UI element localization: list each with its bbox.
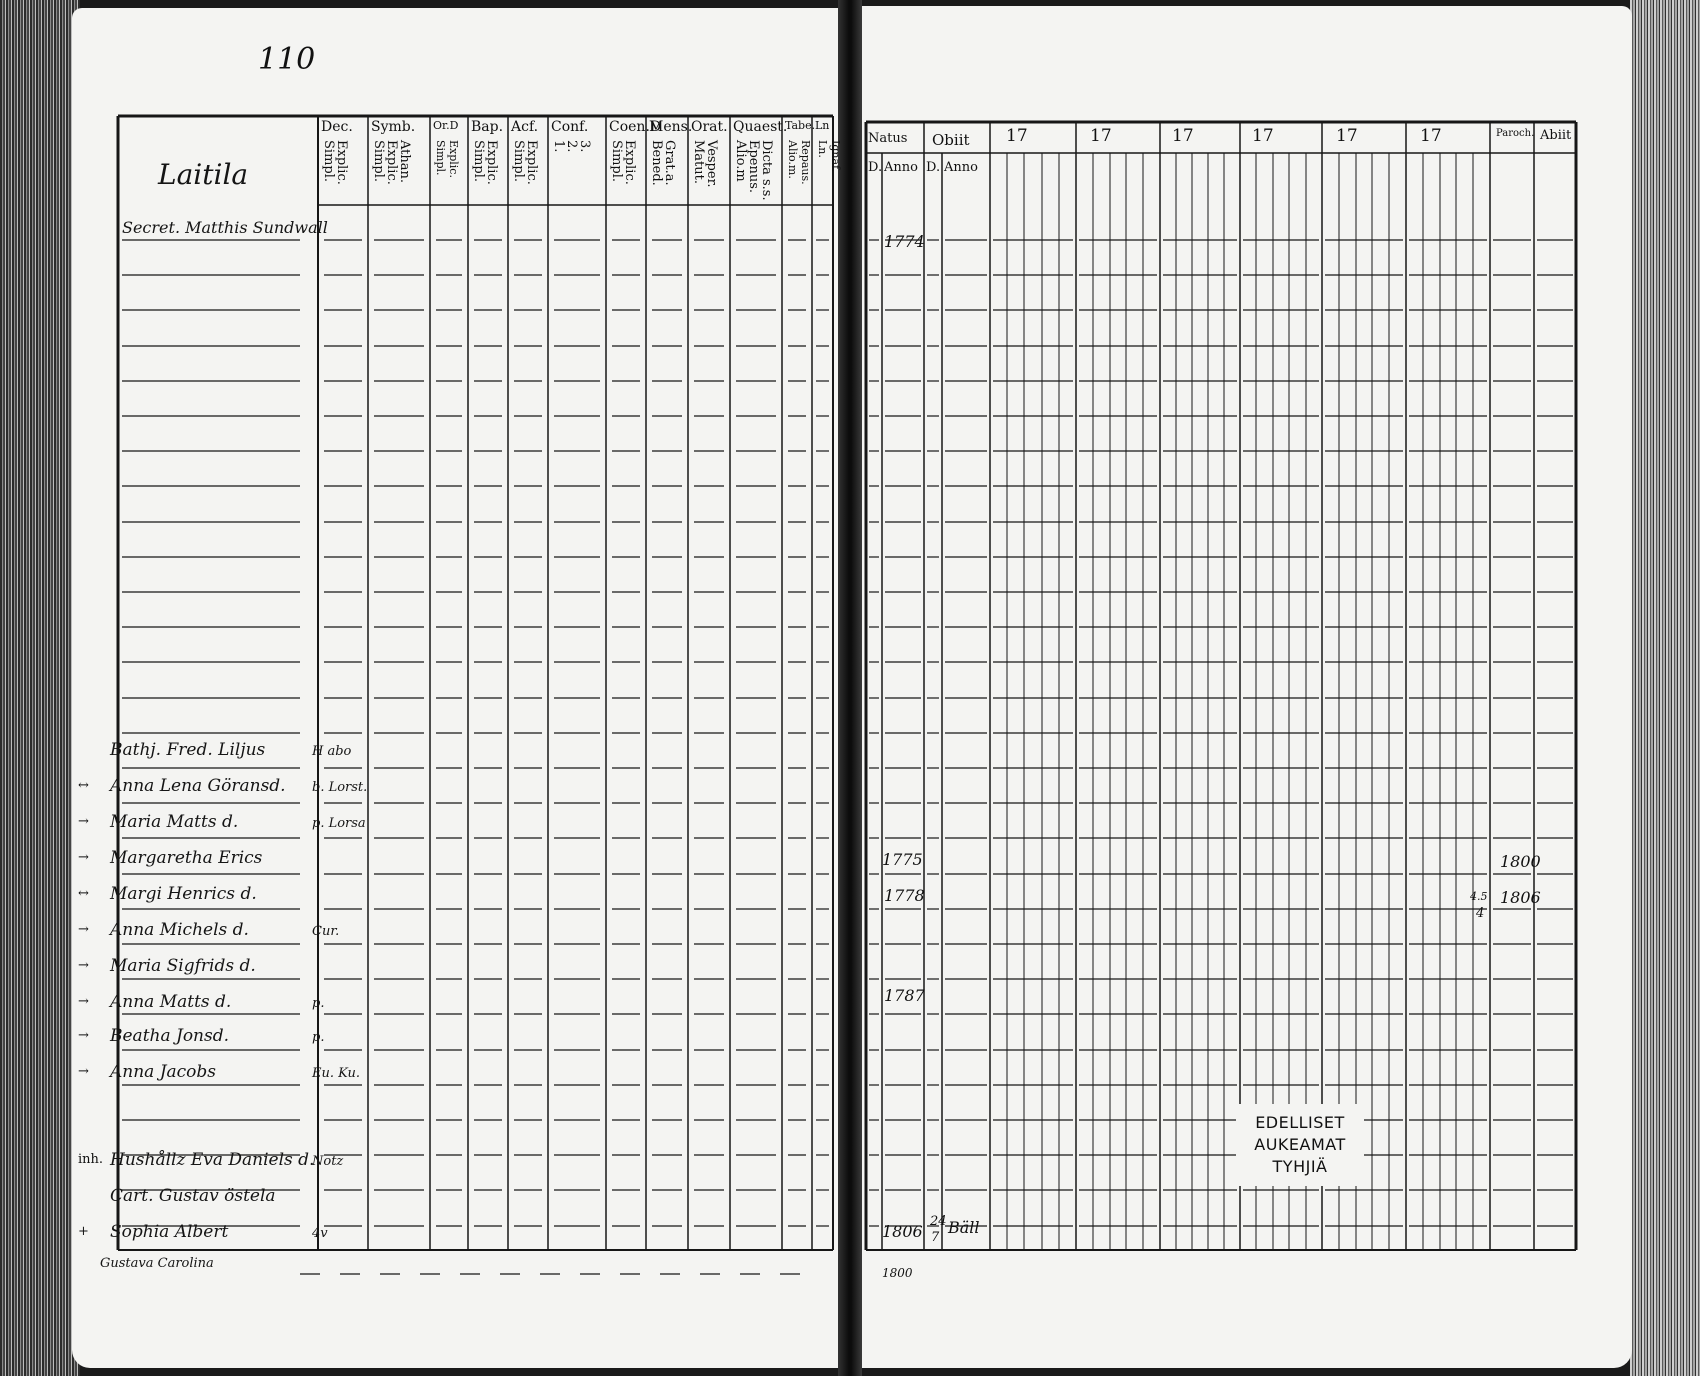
header-natus-day: D. bbox=[868, 160, 883, 175]
column-header-mens: Mens. bbox=[649, 119, 693, 135]
abiit-entry-2: 1806 bbox=[1500, 888, 1541, 907]
header-year-3: 17 bbox=[1172, 126, 1194, 146]
natus-entry-3: 1778 bbox=[884, 886, 925, 905]
person-name: Beatha Jonsd. bbox=[110, 1026, 230, 1046]
row-note: Notz bbox=[312, 1154, 344, 1169]
obiit-day: 24 bbox=[930, 1214, 947, 1229]
person-name: Anna Lena Göransd. bbox=[110, 776, 286, 796]
column-subheader-quaest: Dicta s.s. Epenus. Alio.m bbox=[733, 140, 774, 201]
row-mark: → bbox=[78, 814, 89, 829]
header-year-1: 17 bbox=[1006, 126, 1028, 146]
row-mark: + bbox=[78, 1224, 89, 1239]
abiit-sub: 4 bbox=[1476, 906, 1485, 921]
obiit-month: 7 bbox=[931, 1230, 940, 1245]
header-natus-anno: Anno bbox=[884, 160, 918, 175]
column-subheader-orat: Vesper. Matut. bbox=[691, 140, 719, 188]
person-name: Sophia Albert bbox=[110, 1222, 229, 1242]
column-header-coend: Coen.D bbox=[609, 119, 662, 135]
stamp-line-1: EDELLISET bbox=[1255, 1113, 1345, 1132]
person-name: Hushållz Eva Daniels d. bbox=[110, 1150, 315, 1170]
column-subheader-acf: Explic. Simpl. bbox=[511, 140, 539, 185]
row-mark: → bbox=[78, 1064, 89, 1079]
header-year-6: 17 bbox=[1420, 126, 1442, 146]
header-paroch: Paroch. bbox=[1496, 128, 1535, 139]
column-header-quaest: Quaest. bbox=[733, 119, 788, 135]
person-name: Anna Jacobs bbox=[110, 1062, 217, 1082]
column-subheader-conf: 3. 2. 1. bbox=[551, 140, 592, 153]
column-header-ln: Ln bbox=[815, 119, 830, 132]
row-note: Eu. Ku. bbox=[312, 1066, 361, 1081]
row-note: p. bbox=[312, 996, 325, 1011]
village-name: Laitila bbox=[158, 158, 249, 191]
column-header-bap: Bap. bbox=[471, 119, 504, 135]
header-obiit-anno: Anno bbox=[944, 160, 978, 175]
header-obiit: Obiit bbox=[932, 131, 970, 149]
person-name: Anna Matts d. bbox=[110, 992, 232, 1012]
header-year-2: 17 bbox=[1090, 126, 1112, 146]
stamp-line-3: TYHJIÄ bbox=[1272, 1157, 1328, 1176]
row-note: Cur. bbox=[312, 924, 340, 939]
natus-entry-1: 1774 bbox=[884, 232, 925, 251]
abiit-prefix: 4.5 bbox=[1470, 890, 1488, 903]
column-header-symb: Symb. bbox=[371, 119, 416, 135]
row-mark: ↔ bbox=[78, 778, 89, 793]
column-subheader-tabe: Repaus. Alio.m. bbox=[786, 140, 812, 185]
header-natus: Natus bbox=[868, 131, 908, 146]
header-year-5: 17 bbox=[1336, 126, 1358, 146]
footer-name: Gustava Carolina bbox=[100, 1256, 214, 1271]
row-mark: → bbox=[78, 1028, 89, 1043]
person-name: Secret. Matthis Sundwall bbox=[122, 218, 328, 237]
column-header-conf: Conf. bbox=[551, 119, 589, 135]
archive-stamp bbox=[1240, 1112, 1360, 1178]
person-name: Anna Michels d. bbox=[110, 920, 249, 940]
row-note: p. Lorsa bbox=[312, 816, 366, 831]
stamp-line-2: AUKEAMAT bbox=[1254, 1135, 1346, 1154]
header-year-4: 17 bbox=[1252, 126, 1274, 146]
header-abiit: Abiit bbox=[1540, 128, 1572, 143]
obiit-note: Bäll bbox=[948, 1218, 980, 1237]
person-name: Margi Henrics d. bbox=[110, 884, 257, 904]
column-header-orat: Orat. bbox=[691, 119, 728, 135]
row-note: H abo bbox=[312, 744, 352, 759]
column-subheader-symb: Athan. Explic. Simpl. bbox=[371, 140, 412, 185]
person-name: Maria Matts d. bbox=[110, 812, 239, 832]
row-mark: ↔ bbox=[78, 886, 89, 901]
natus-entry-2: 1775 bbox=[882, 850, 923, 869]
column-subheader-dec: Explic. Simpl. bbox=[321, 140, 349, 185]
row-mark: → bbox=[78, 958, 89, 973]
column-header-tabe: Tabe. bbox=[785, 119, 816, 132]
row-mark: → bbox=[78, 994, 89, 1009]
row-note: p. bbox=[312, 1030, 325, 1045]
person-name: Margaretha Erics bbox=[110, 848, 263, 868]
column-subheader-mens: Grat.a. Bened. bbox=[649, 140, 677, 186]
natus-entry-5: 1806 bbox=[882, 1222, 923, 1241]
column-header-ord: Or.D bbox=[433, 119, 459, 132]
header-obiit-day: D. bbox=[926, 160, 941, 175]
right-footer-note: 1800 bbox=[882, 1266, 913, 1280]
abiit-entry-1: 1800 bbox=[1500, 852, 1541, 871]
column-subheader-coend: Explic. Simpl. bbox=[609, 140, 637, 185]
person-name: Bathj. Fred. Liljus bbox=[110, 740, 266, 760]
column-subheader-ord: Explic. Simpl. bbox=[434, 140, 460, 178]
column-header-acf: Acf. bbox=[511, 119, 539, 135]
natus-entry-4: 1787 bbox=[884, 986, 925, 1005]
page-number: 110 bbox=[258, 42, 316, 77]
row-mark: inh. bbox=[78, 1152, 104, 1167]
person-name: Cart. Gustav östela bbox=[110, 1186, 276, 1206]
row-mark: → bbox=[78, 850, 89, 865]
person-name: Maria Sigfrids d. bbox=[110, 956, 256, 976]
column-header-dec: Dec. bbox=[321, 119, 353, 135]
row-mark: → bbox=[78, 922, 89, 937]
row-note: 4v bbox=[312, 1226, 328, 1241]
column-subheader-bap: Explic. Simpl. bbox=[471, 140, 499, 185]
row-note: b. Lorst. bbox=[312, 780, 368, 795]
column-subheader-ln: Ignaf. Ln. bbox=[816, 140, 842, 173]
